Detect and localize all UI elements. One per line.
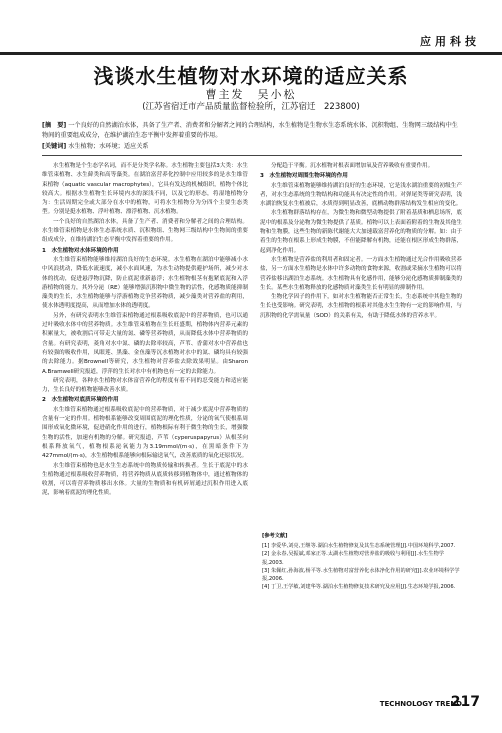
section-heading: 1 水生植物对水体环境的作用 [42,247,119,254]
article-authors: 曹主发 吴小松 [205,88,297,101]
header-rule [0,52,502,55]
article-affiliation: (江苏省宿迁市产品质量监督检验所，江苏宿迁 223800) [142,102,360,112]
page-number: 217 [450,694,480,710]
references-list [262,542,462,591]
reference-item: [2] 金永春,吴振斌,邓家正等.太湖水生植物对营养盐的吸收与利用[J].水生生物学报,2003. [262,551,444,566]
body-paragraph: 一个良好的自然湖泊水体，具备了生产者、消费者和分解者之间的合理结构。水生维管束植物是水体生态系统水质、沉积物组、生物网三级结构中生物间的重要组成成分，在维持湖泊生态平衡中发挥着重要的作用。 [42,218,248,244]
keywords [42,142,462,152]
body-column-left [42,162,248,499]
keywords-label: [关键词] [42,143,67,150]
abstract-rule [42,155,462,156]
body-paragraph: 分配趋于平衡。沉水植物对根表面增加氧及营养吸收有重要作用。 [271,163,434,169]
reference-item: [1] 李爱华,刘亮,王继等.湖泊水生植物修复及其生态系统管理[J].中国环境科学,2007. [262,543,456,550]
body-paragraph: 水生维管束植物通过根系吸收底泥中的营养物质，对于减少底泥中营养物质的含量有一定的作用。植物根系能够改变周围底泥的理化性质，分泌的氧气使根系周围形成氧化微环境，促进硝化作用的进行，植物根际有利于微生物的生长，增强微生物的活性，加速有机物的分解。研究报道，芦苇（cyperuspapyrus）从根茎向根系释放氧气，植物根系泌氧能力为3.19mmol/(m·s)，在黑暗条件下为427mmol/(m·s)，水生植物根系能够向根际输送氧气，改善底质的氧化还原状况。 [42,406,248,460]
references [262,532,462,591]
section-heading: 3 水生植物对周围生物环境的作用 [260,173,348,180]
section-heading: 2 水生植物对底质环境的作用 [42,397,119,404]
body-paragraph: 另外，有研究表明水生维管束植物通过根系吸收底泥中的营养物质，也可以通过叶吸收水体中的营养物质。水生维管束植物在生长旺盛期，植物体内营养元素的积累量大，被收割后可带走大量的氮、磷等营养物质，从而降低水体中营养物质的含量。有研究表明，菱角对水中氮、磷的去除率较高，芦苇、香蒲对水中营养盐也有较强的吸收作用，凤眼莲、黑藻、金鱼藻等沉水植物对水中的氮、磷均具有较强的去除能力。据Brownell等研究，水生植物对营养盐去除效果明显。由Sharon A.Bramwell研究报道，浮萍的生长对水中有机物也有一定的去除能力。 [42,312,248,375]
reference-item: [3] 朱佩红,孙海波,杨平等.水生植物对富营养化水体净化作用的研究[J].农业环境科学学报,2006. [262,567,460,583]
references-heading: [参考文献] [262,533,288,539]
body-paragraph: 生物化学因子的作用下，如对水生植物能否正常生长，生态系统中其他生物的生长也受影响。研究表明，水生植物的根系对其他水生生物有一定的影响作用，与沉积物的化学需氧量（SOD）的关系有关，有助于降低水体的营养水平。 [260,294,462,319]
body-paragraph: 水生植物是个生态学名词，而不是分类学名称。水生植物主要包括3大类：水生维管束植物、水生藓类和高等藻类。在湖泊富营养化控制中应用较多的是水生维管束植物（aquatic vascular macrophytes），它具有发达的机械组织，植物个体比较高大。根据水生植物生长环境内水的深浅不同，以及它的形态，将湿地植物分为：生活周期完全或大部分在水中的植物，可将水生植物分为分四个主要生态类型。分别是挺水植物、浮叶植物、漂浮植物、沉水植物。 [42,163,248,216]
body-paragraph: 水生维管束植物也是水生生态系统中的物质传输和转换者。生长于底泥中的水生植物通过根系吸收营养物质，将营养物质从底质转移到植物体中，通过植物体的收割，可以将营养物质移出水体。大量的生物质和有机碎屑通过沉积作用进入底泥，影响着底泥的理化性质。 [42,462,248,497]
body-paragraph: 水生维管束植物能够维持湖泊良好的生态环境。水生植物在湖泊中能够减小水中风浪扰动，降低水流速度，减小水面风速，为水生动物提供避护场所，减少对水体的扰动，促进悬浮物沉降，防止底泥重新悬浮；水生植物根茎有抱紧底泥和入浮游植物的能力，其外分泌（RE）能够增强沉积物中微生物的活性，化感物质能抑制藻类的生长，水生植物能够与浮游植物竞争营养物质，减少藻类对营养盐的利用，使水体透明度提高，从而增加水体的透明度。 [42,256,248,310]
body-paragraph: 水生维管束植物能够维持湖泊良好的生态环境，它是浅水湖泊重要的初级生产者，对水生态系统的生物结构和功能具有决定性的作用。对弹尾类等研究表明，浅水湖泊恢复水生植被后，水质得到明显改善，底栖动物群落结构发生相应的变化。 [260,182,462,208]
article-title: 浅谈水生植物对水环境的适应关系 [93,64,409,88]
journal-name: TECHNOLOGY TREND [379,700,462,708]
body-column-right [260,162,462,321]
reference-item: [4] 丁卫,王学敏,刘建华等.湖泊水生植物修复技术研究及应用[J].生态环境学报,2006. [262,584,456,591]
body-paragraph: 水生植物群落结构存在，为微生物和微型动物提供了附着基质和栖息场所，底泥中的根系及分泌物为微生物提供了基质。植物可以上表面着附着的生物及其他生物和生物膜，这些生物的新陈代谢能大大加速载富营养化的物质的分解。如：由于着生的生物在根系上形成生物膜，不但能降解有机物，还能在根区形成生物群落，起到净化作用。 [260,210,462,254]
body-paragraph: 水生植物是营养盐的利用者和固定者。一方面水生植物通过光合作用吸收营养盐，另一方面水生植物是水体中许多动物的食物来源，收割或采摘水生植物可以将营养盐移出湖泊生态系统。水生植物具有化感作用，能够分泌化感物质抑制藻类的生长。某些水生植物释放的化感物质对藻类生长有明显的抑制作用。 [260,256,462,291]
section-label: 应用科技 [420,35,480,48]
abstract-label: [摘 要] [42,122,67,129]
keywords-text: 水生植物；水环境；适应关系 [68,143,149,150]
body-paragraph: 研究表明，各种水生植物对水体富营养化的程度有着不同的忍受能力和适应能力，生长良好的植物能够改善水质。 [42,377,248,394]
abstract-text: 一个良好的自然湖泊水体，具备了生产者、消费者和分解者之间的合理结构，水生植物是生物水生态系统水体、沉积物组、生物网三级结构中生物间的重要组成成分，在维护湖泊生态平衡中发挥着重要的作用。 [42,122,458,139]
abstract [42,121,462,141]
